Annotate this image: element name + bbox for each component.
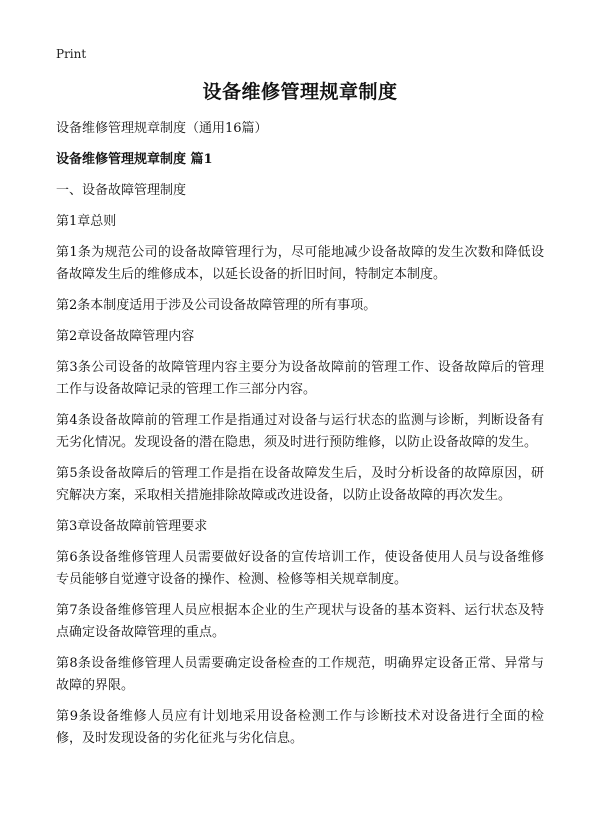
article-1: 第1条为规范公司的设备故障管理行为，尽可能地减少设备故障的发生次数和降低设备故障发生后的维修成本，以延长设备的折旧时间，特制定本制度。 [56,245,544,282]
chapter-heading-1: 第1章总则 [56,214,117,229]
article-3: 第3条公司设备的故障管理内容主要分为设备故障前的管理工作、设备故障后的管理工作与设备故障记录的管理工作三部分内容。 [56,360,544,397]
print-label: Print [56,47,87,61]
document-title: 设备维修管理规章制度 [202,81,398,103]
part-heading: 一、设备故障管理制度 [56,183,187,198]
article-9: 第9条设备维修人员应有计划地采用设备检测工作与诊断技术对设备进行全面的检修，及时发现设备的劣化征兆与劣化信息。 [56,709,544,746]
chapter-heading-2: 第2章设备故障管理内容 [56,329,195,344]
article-2: 第2条本制度适用于涉及公司设备故障管理的所有事项。 [56,298,377,313]
article-8: 第8条设备维修管理人员需要确定设备检查的工作规范，明确界定设备正常、异常与故障的界限。 [56,656,544,693]
article-6: 第6条设备维修管理人员需要做好设备的宣传培训工作，使设备使用人员与设备维修专员能够自觉遵守设备的操作、检测、检修等相关规章制度。 [56,550,544,587]
section-heading: 设备维修管理规章制度 篇1 [56,152,213,167]
article-7: 第7条设备维修管理人员应根据本企业的生产现状与设备的基本资料、运行状态及特点确定设备故障管理的重点。 [56,603,544,640]
document-body [56,118,544,759]
article-4: 第4条设备故障前的管理工作是指通过对设备与运行状态的监测与诊断，判断设备有无劣化情况。发现设备的潜在隐患，须及时进行预防维修，以防止设备故障的发生。 [56,413,544,450]
chapter-heading-3: 第3章设备故障前管理要求 [56,519,208,534]
article-5: 第5条设备故障后的管理工作是指在设备故障发生后，及时分析设备的故障原因，研究解决方案，采取相关措施排除故障或改进设备，以防止设备故障的再次发生。 [56,466,544,503]
document-subtitle: 设备维修管理规章制度（通用16篇） [56,121,268,136]
